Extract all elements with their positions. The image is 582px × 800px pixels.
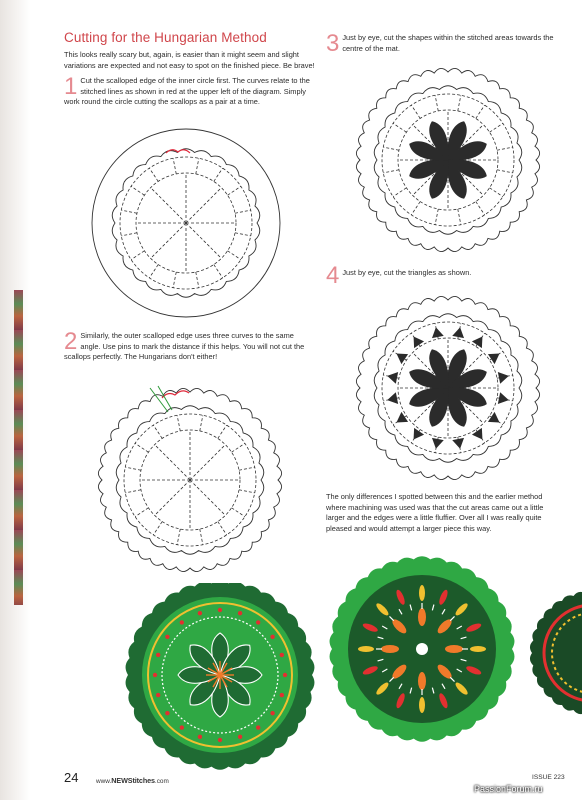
step-4-text: Just by eye, cut the triangles as shown. bbox=[342, 268, 472, 277]
step-3 bbox=[326, 30, 562, 57]
finished-mat-2-image bbox=[322, 549, 522, 749]
photo-finished-mat-3-partial bbox=[522, 588, 582, 723]
finished-mat-embroidery bbox=[330, 556, 515, 742]
step-1-number: 1 bbox=[64, 73, 78, 101]
step-2-text: Similarly, the outer scalloped edge uses three curves to the same angle. Use pins to mark the distance if this helps. You will not cut the scallops perfectly. The Hungarians don't either! bbox=[64, 331, 305, 362]
finished-mat-embroidery bbox=[530, 591, 582, 716]
step-1 bbox=[64, 73, 316, 108]
article-intro: This looks really scary but, again, is easier than it might seem and slight variations are expected and not easy to spot on the finished piece. Be brave! bbox=[64, 50, 315, 70]
step-4 bbox=[326, 262, 562, 289]
photo-finished-mat-1 bbox=[120, 583, 320, 778]
diagram-step-3 bbox=[350, 62, 546, 258]
step-2 bbox=[64, 328, 316, 363]
finished-mat-3-image bbox=[522, 588, 582, 718]
stitch-guide-lines bbox=[120, 157, 252, 289]
diagram-step-4 bbox=[350, 290, 546, 486]
diagram-step-1-svg bbox=[88, 125, 284, 321]
diagram-step-1 bbox=[88, 125, 284, 321]
step-3-number: 3 bbox=[326, 30, 340, 57]
finished-mat-embroidery bbox=[126, 583, 315, 770]
photo-finished-mat-2 bbox=[322, 549, 522, 754]
diagram-step-3-svg bbox=[350, 62, 546, 258]
red-cut-guide bbox=[166, 150, 190, 153]
website-brand: NEWStitches bbox=[111, 776, 155, 785]
step-3-text: Just by eye, cut the shapes within the stitched areas towards the centre of the mat. bbox=[342, 33, 554, 53]
diagram-step-4-svg bbox=[350, 290, 546, 486]
finished-mat-1-image bbox=[120, 583, 320, 773]
step-2-number: 2 bbox=[64, 328, 78, 355]
website-suffix: .com bbox=[154, 778, 169, 785]
adjacent-page-sliver bbox=[14, 290, 23, 605]
article-title: Cutting for the Hungarian Method bbox=[64, 30, 267, 45]
diagram-step-2-svg bbox=[92, 382, 288, 578]
website-prefix: www. bbox=[96, 778, 112, 785]
left-column bbox=[64, 30, 316, 108]
stitch-guide-lines bbox=[124, 414, 256, 546]
forum-watermark: PassionForum.ru bbox=[474, 784, 543, 794]
step-4-number: 4 bbox=[326, 262, 340, 289]
conclusion-text: The only differences I spotted between this and the earlier method where machining was used was that the cut areas came out a little larger and the edges were a little fluffier. Over all I was really quite pleased and would attempt a larger piece this way. bbox=[326, 492, 544, 533]
page-number: 24 bbox=[64, 770, 79, 785]
issue-number: ISSUE 223 bbox=[532, 774, 565, 781]
page-binding-edge bbox=[0, 0, 30, 800]
diagram-step-2 bbox=[92, 382, 288, 578]
website-url bbox=[96, 776, 169, 785]
step-1-text: Cut the scalloped edge of the inner circle first. The curves relate to the stitched lines as shown in red at the upper left of the diagram. Simply work round the circle cutting the scallops as a pair at a time. bbox=[64, 76, 310, 107]
